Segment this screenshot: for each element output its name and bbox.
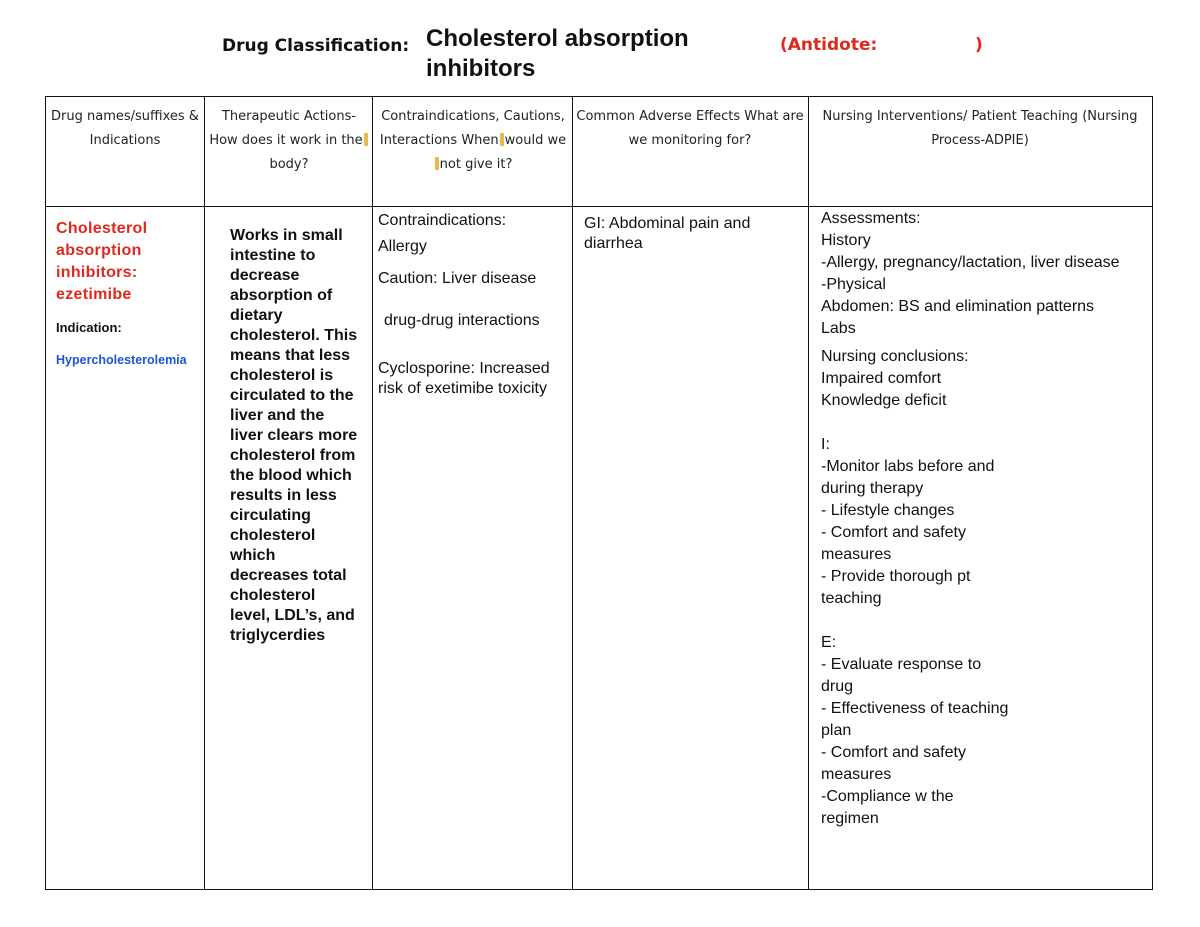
header-drug-names: Drug names/suffixes & Indications [51, 109, 199, 148]
nursing-line: - Comfort and safety measures [821, 524, 966, 563]
antidote-close: ) [975, 35, 983, 55]
nursing-line: - Lifestyle changes [821, 502, 955, 519]
nursing-line: -Compliance w the regimen [821, 788, 954, 827]
drug-interactions: drug-drug interactions [384, 312, 540, 329]
header-nursing-interventions: Nursing Interventions/ Patient Teaching (Nursing Process-ADPIE) [822, 109, 1138, 148]
column-divider [808, 97, 809, 889]
nursing-line: -Monitor labs before and during therapy [821, 458, 995, 497]
document-title [0, 22, 1200, 92]
column-divider [572, 97, 573, 889]
antidote-label [780, 35, 983, 55]
caution-liver: Caution: Liver disease [378, 270, 537, 287]
nursing-line: Impaired comfort [821, 370, 942, 387]
indication-value: Hypercholesterolemia [56, 353, 187, 367]
nursing-line: Assessments: [821, 210, 921, 227]
contraindication-allergy: Allergy [378, 238, 427, 255]
column-divider [204, 97, 205, 889]
cyclosporine-interaction: Cyclosporine: Increased risk of exetimibe toxicity [378, 360, 550, 397]
highlight-mark [500, 133, 504, 146]
adverse-effects-text: GI: Abdominal pain and diarrhea [584, 215, 751, 252]
nursing-line: I: [821, 436, 830, 453]
nursing-conclusions [821, 346, 1121, 412]
nursing-evaluation [821, 632, 1011, 830]
drug-name: Cholesterol absorption inhibitors: ezetimibe [56, 220, 148, 303]
therapeutic-action-text: Works in small intestine to decrease absorption of dietary cholesterol. This means that less cholesterol is circulated to the liver and the liver clears more cholesterol from the blood which results in less circulating cholesterol which decreases total cholesterol level, LDL’s, and triglycerdies [230, 227, 358, 644]
nursing-line: - Provide thorough pt teaching [821, 568, 971, 607]
column-divider [372, 97, 373, 889]
header-adverse-effects: Common Adverse Effects What are we monitoring for? [576, 109, 804, 148]
nursing-implementation [821, 434, 1011, 610]
classification-value: Cholesterol absorption inhibitors [426, 25, 689, 82]
header-divider [46, 206, 1152, 207]
classification-label: Drug Classification: [222, 36, 410, 56]
drug-cell [56, 218, 201, 370]
nursing-line: - Evaluate response to drug [821, 656, 982, 695]
indication-label: Indication: [56, 320, 122, 335]
nursing-line: Labs [821, 320, 856, 337]
header-therapeutic-actions: Therapeutic Actions- How does it work in thebody? [208, 105, 370, 177]
nursing-line: Knowledge deficit [821, 392, 947, 409]
nursing-line: -Physical [821, 276, 886, 293]
header-contraindications: Contraindications, Cautions, Interactions When would wenot give it? [379, 109, 567, 172]
antidote-text: (Antidote: [780, 35, 878, 55]
highlight-mark [435, 157, 439, 170]
nursing-line: History [821, 232, 871, 249]
nursing-line: -Allergy, pregnancy/lactation, liver disease [821, 254, 1120, 271]
nursing-assessments [821, 208, 1121, 340]
nursing-line: E: [821, 634, 837, 651]
contraindications-cell [378, 211, 572, 399]
nursing-line: Abdomen: BS and elimination patterns [821, 298, 1095, 315]
drug-table [45, 96, 1153, 890]
contraindications-title: Contraindications: [378, 212, 507, 229]
nursing-line: - Comfort and safety measures [821, 744, 966, 783]
nursing-line: Nursing conclusions: [821, 348, 969, 365]
nursing-line: - Effectiveness of teaching plan [821, 700, 1009, 739]
nursing-cell [821, 208, 1121, 830]
highlight-mark [364, 133, 368, 146]
